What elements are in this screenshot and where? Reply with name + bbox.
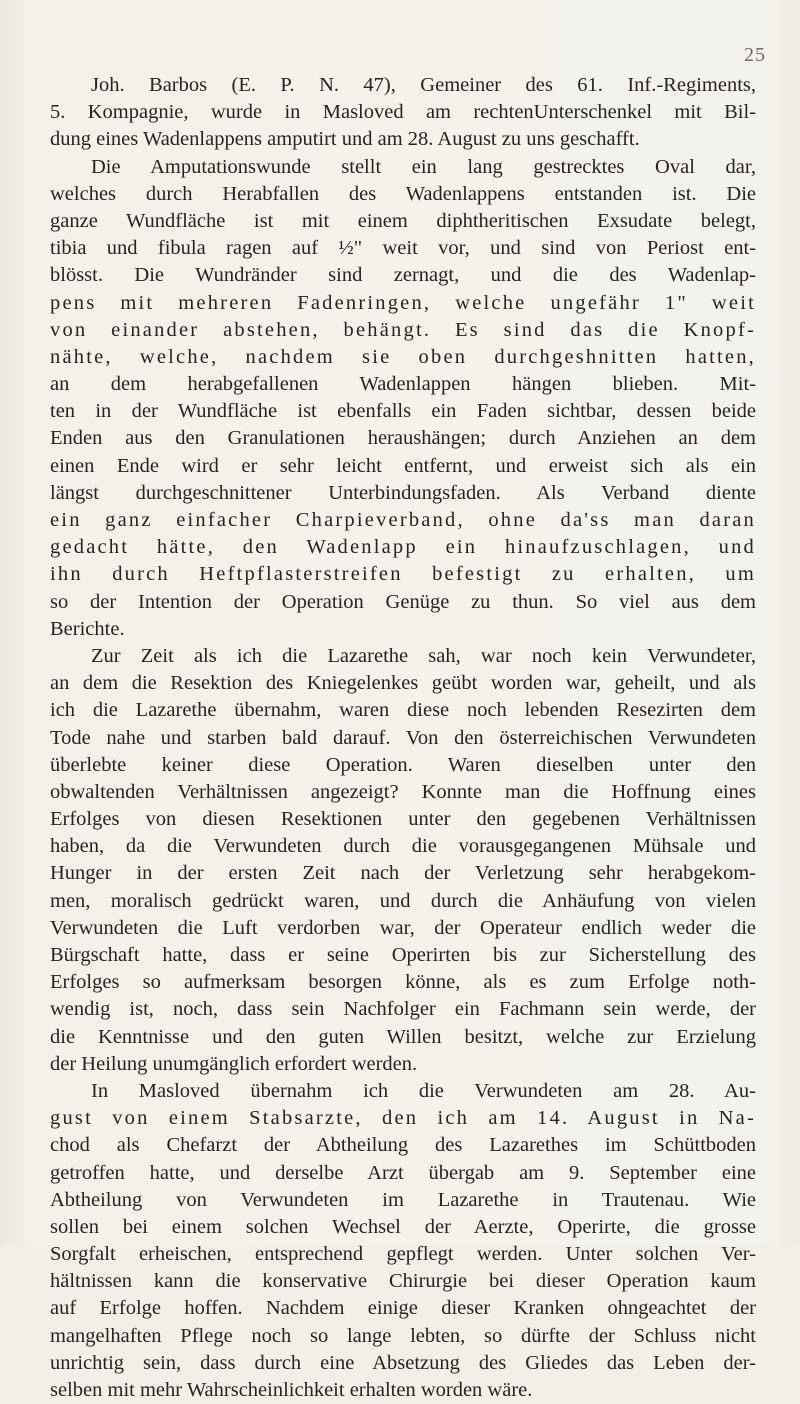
text-line: selben mit mehr Wahrscheinlichkeit erhalten worden wäre. — [50, 1379, 533, 1401]
text-line: ganze Wundfläche ist mit einem diphtheritischen Exsudate belegt, — [50, 209, 756, 232]
text-line: ein ganz einfacher Charpieverband, ohne da'ss man daran — [50, 509, 756, 531]
text-line: gedacht hätte, den Wadenlapp ein hinaufzuschlagen, und — [50, 536, 756, 559]
text-line: nähte, welche, nachdem sie oben durchgeshnitten hatten, — [50, 345, 756, 368]
text-line: blösst. Die Wundränder sind zernagt, und die des Wadenlap- — [50, 264, 756, 287]
text-line: an dem die Resektion des Kniegelenkes geübt worden war, geheilt, und als — [50, 672, 756, 695]
text-line: men, moralisch gedrückt waren, und durch die Anhäufung von vielen — [50, 889, 756, 912]
text-line: Erfolges so aufmerksam besorgen könne, als es zum Erfolge noth- — [50, 971, 756, 994]
text-line: ten in der Wundfläche ist ebenfalls ein Faden sichtbar, dessen beide — [50, 400, 756, 423]
text-line: längst durchgeschnittener Unterbindungsfaden. Als Verband diente — [50, 481, 756, 504]
text-line: Verwundeten die Luft verdorben war, der Operateur endlich weder die — [50, 916, 756, 939]
text-line: sollen bei einem solchen Wechsel der Aerzte, Operirte, die grosse — [50, 1215, 756, 1238]
text-line: haben, da die Verwundeten durch die vorausgegangenen Mühsale und — [50, 835, 756, 858]
text-line: unrichtig sein, dass durch eine Absetzung des Gliedes das Leben der- — [50, 1351, 756, 1374]
text-line: ihn durch Heftpflasterstreifen befestigt zu erhalten, um — [50, 563, 756, 586]
text-line: überlebte keiner diese Operation. Waren dieselben unter den — [50, 753, 756, 776]
text-line: so der Intention der Operation Genüge zu thun. So viel aus dem — [50, 590, 756, 613]
text-line: Bürgschaft hatte, dass er seine Operirten bis zur Sicherstellung des — [50, 944, 756, 966]
text-line: obwaltenden Verhältnissen angezeigt? Konnte man die Hoffnung eines — [50, 780, 756, 803]
text-line: Joh. Barbos (E. P. N. 47), Gemeiner des 61. Inf.-Regiments, — [91, 74, 756, 96]
text-line: chod als Chefarzt der Abtheilung des Lazarethes im Schüttboden — [50, 1134, 756, 1157]
page-number: 25 — [744, 44, 766, 66]
text-line: Hunger in der ersten Zeit nach der Verletzung sehr herabgekom- — [50, 862, 756, 885]
text-line: Enden aus den Granulationen heraushängen; durch Anziehen an dem — [50, 427, 756, 450]
text-line: mangelhaften Pflege noch so lange lebten, so dürfte der Schluss nicht — [50, 1324, 756, 1347]
text-line: hältnissen kann die konservative Chirurgie bei dieser Operation kaum — [50, 1270, 756, 1293]
text-line: wendig ist, noch, dass sein Nachfolger ein Fachmann sein werde, der — [50, 998, 756, 1021]
text-line: In Masloved übernahm ich die Verwundeten am 28. Au- — [91, 1079, 756, 1102]
text-line: tibia und fibula ragen auf ½" weit vor, und sind von Periost ent- — [50, 237, 756, 260]
body-text — [50, 72, 756, 1404]
text-line: getroffen hatte, und derselbe Arzt übergab am 9. September eine — [50, 1161, 756, 1184]
text-line: der Heilung unumgänglich erfordert werden. — [50, 1052, 418, 1075]
text-line: ich die Lazarethe übernahm, waren diese noch lebenden Resezirten dem — [50, 699, 756, 722]
text-line: Die Amputationswunde stellt ein lang gestrecktes Oval dar, — [91, 155, 756, 178]
text-line: Zur Zeit als ich die Lazarethe sah, war noch kein Verwundeter, — [91, 644, 756, 667]
text-line: Sorgfalt erheischen, entsprechend gepflegt werden. Unter solchen Ver- — [50, 1243, 756, 1266]
text-line: auf Erfolge hoffen. Nachdem einige dieser Kranken ohngeachtet der — [50, 1297, 756, 1320]
text-line: gust von einem Stabsarzte, den ich am 14. August in Na- — [50, 1107, 756, 1130]
text-line: Berichte. — [50, 617, 125, 640]
text-line: Abtheilung von Verwundeten im Lazarethe in Trautenau. Wie — [50, 1188, 756, 1211]
text-line: pens mit mehreren Fadenringen, welche ungefähr 1" weit — [50, 291, 756, 314]
text-line: die Kenntnisse und den guten Willen besitzt, welche zur Erzielung — [50, 1025, 756, 1048]
text-line: welches durch Herabfallen des Wadenlappens entstanden ist. Die — [50, 182, 756, 205]
text-line: von einander abstehen, behängt. Es sind das die Knopf- — [50, 318, 756, 341]
text-line: Erfolges von diesen Resektionen unter den gegebenen Verhältnissen — [50, 808, 756, 831]
text-line: dung eines Wadenlappens amputirt und am 28. August zu uns geschafft. — [50, 128, 640, 151]
text-line: Tode nahe und starben bald darauf. Von den österreichischen Verwundeten — [50, 726, 756, 749]
text-line: einen Ende wird er sehr leicht entfernt, und erweist sich als ein — [50, 454, 756, 477]
text-line: 5. Kompagnie, wurde in Masloved am rechtenUnterschenkel mit Bil- — [50, 101, 756, 124]
text-line: an dem herabgefallenen Wadenlappen hängen blieben. Mit- — [50, 373, 756, 396]
